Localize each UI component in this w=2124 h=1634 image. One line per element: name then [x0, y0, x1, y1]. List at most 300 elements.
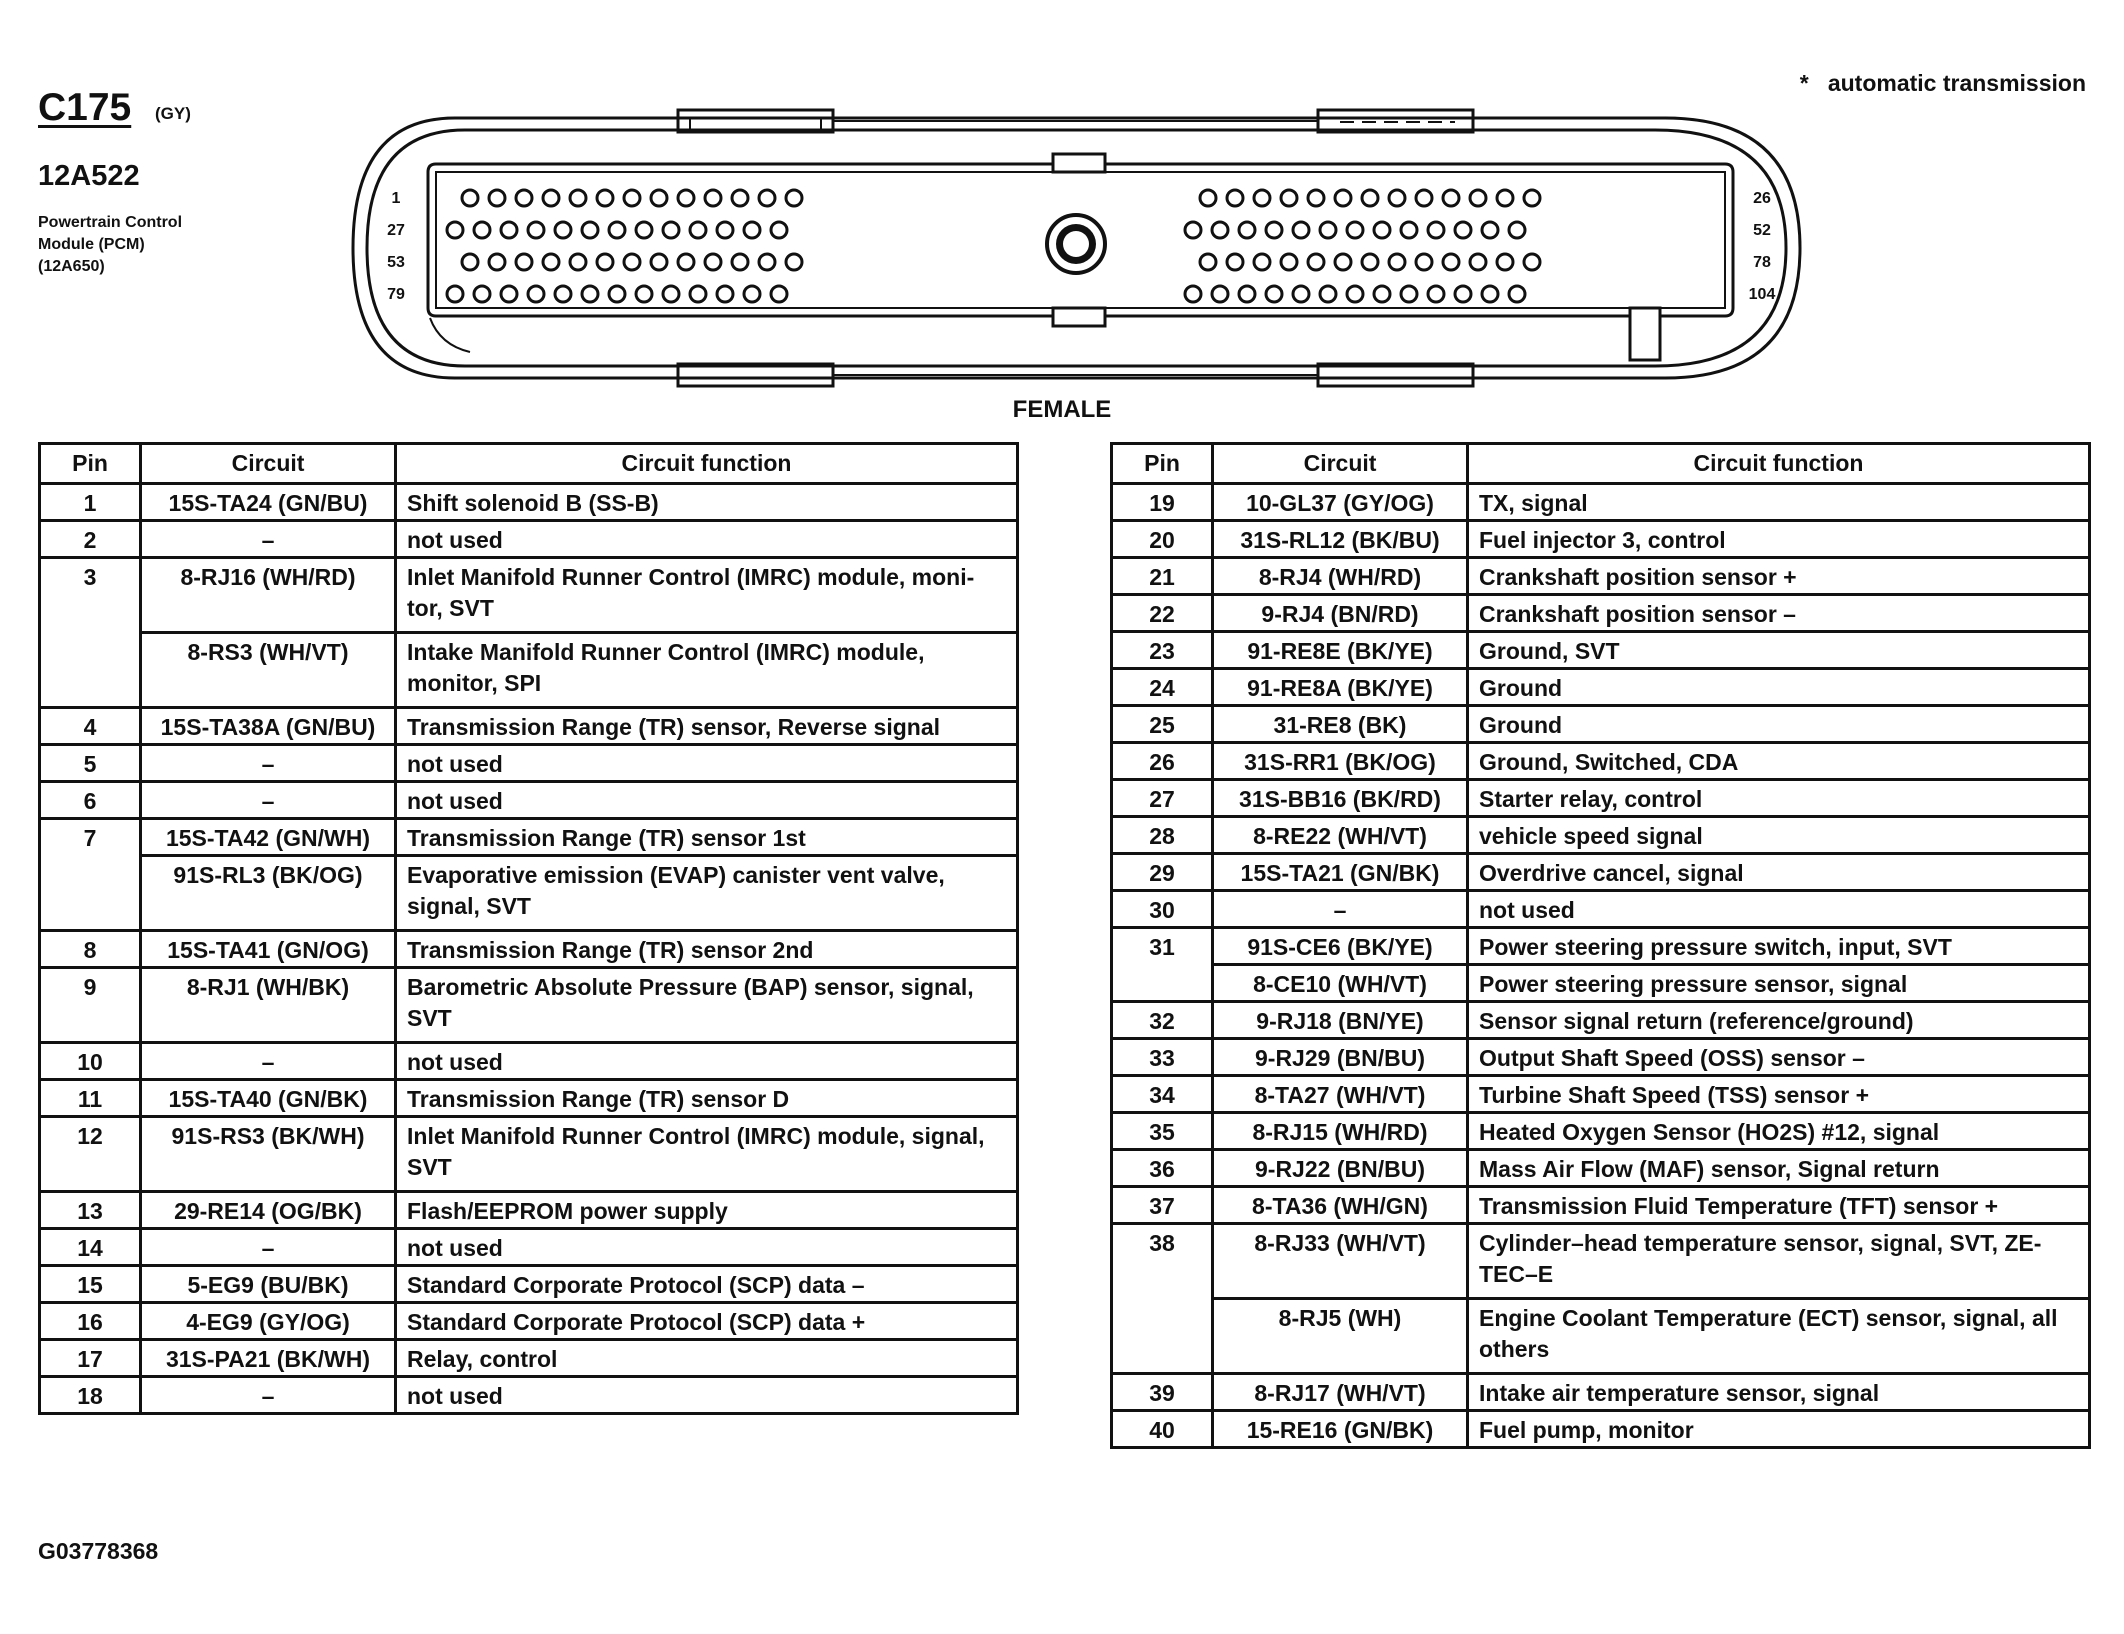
pin-hole [1254, 190, 1270, 206]
center-post [1047, 215, 1105, 273]
pin-number: 26 [1112, 743, 1213, 780]
pin-hole [759, 254, 775, 270]
pin-hole [1281, 254, 1297, 270]
pin-hole [771, 222, 787, 238]
pin-hole [1293, 222, 1309, 238]
pin-hole [1185, 222, 1201, 238]
circuit-function: Engine Coolant Temperature (ECT) sensor, signal, all others [1468, 1299, 2090, 1374]
circuit-code: – [1213, 891, 1468, 928]
table-row [40, 1340, 1018, 1377]
pin-number: 13 [40, 1192, 141, 1229]
circuit-function: Transmission Range (TR) sensor D [396, 1080, 1018, 1117]
pin-hole [1374, 222, 1390, 238]
table-row [1112, 706, 2090, 743]
table-row [40, 1229, 1018, 1266]
function-header: Circuit function [396, 444, 1018, 484]
circuit-code: 8-RJ17 (WH/VT) [1213, 1374, 1468, 1411]
table-row [1112, 669, 2090, 706]
pin-hole [555, 286, 571, 302]
table-row [1112, 1076, 2090, 1113]
table-row [1112, 780, 2090, 817]
circuit-code: – [141, 1377, 396, 1414]
pin-hole [1212, 286, 1228, 302]
circuit-function: Flash/EEPROM power supply [396, 1192, 1018, 1229]
pin-hole [1401, 286, 1417, 302]
circuit-code: – [141, 1229, 396, 1266]
pin-number: 25 [1112, 706, 1213, 743]
pin-hole [771, 286, 787, 302]
figure-id: G03778368 [38, 1538, 159, 1564]
circuit-function: Transmission Range (TR) sensor 1st [396, 819, 1018, 856]
description-line: Powertrain Control [38, 214, 183, 231]
description-line: Module (PCM) [38, 236, 145, 253]
circuit-function: Transmission Range (TR) sensor, Reverse signal [396, 708, 1018, 745]
table-row [40, 1043, 1018, 1080]
pin-header: Pin [1112, 444, 1213, 484]
pin-number: 35 [1112, 1113, 1213, 1150]
pin-hole [1416, 190, 1432, 206]
pin-hole [717, 286, 733, 302]
pin-hole [1308, 190, 1324, 206]
pin-hole [732, 254, 748, 270]
pin-hole [1281, 190, 1297, 206]
circuit-code: – [141, 782, 396, 819]
pin-hole [528, 222, 544, 238]
pin-hole [624, 190, 640, 206]
circuit-code: 8-RJ15 (WH/RD) [1213, 1113, 1468, 1150]
circuit-function: Intake air temperature sensor, signal [1468, 1374, 2090, 1411]
pin-hole [1497, 254, 1513, 270]
pin-label: 1 [391, 190, 401, 207]
circuit-code: – [141, 521, 396, 558]
circuit-function: not used [396, 745, 1018, 782]
pin-number: 6 [40, 782, 141, 819]
pin-hole [528, 286, 544, 302]
circuit-code: 31S-RL12 (BK/BU) [1213, 521, 1468, 558]
function-header: Circuit function [1468, 444, 2090, 484]
table-row [1112, 1150, 2090, 1187]
circuit-function: not used [396, 1229, 1018, 1266]
pin-number: 5 [40, 745, 141, 782]
connector-gender: FEMALE [1012, 396, 1112, 423]
pin-number: 20 [1112, 521, 1213, 558]
pin-header: Pin [40, 444, 141, 484]
circuit-function: Ground [1468, 706, 2090, 743]
pin-number: 11 [40, 1080, 141, 1117]
pin-number: 1 [40, 484, 141, 521]
pin-hole [1470, 254, 1486, 270]
circuit-code: 31S-RR1 (BK/OG) [1213, 743, 1468, 780]
pin-hole [1389, 254, 1405, 270]
pin-hole [501, 286, 517, 302]
circuit-function: Inlet Manifold Runner Control (IMRC) module, signal, SVT [396, 1117, 1018, 1192]
circuit-function: Overdrive cancel, signal [1468, 854, 2090, 891]
circuit-function: Power steering pressure sensor, signal [1468, 965, 2090, 1002]
pin-hole [732, 190, 748, 206]
table-row [1112, 743, 2090, 780]
circuit-function: Ground, Switched, CDA [1468, 743, 2090, 780]
pin-hole [1335, 190, 1351, 206]
pin-hole [636, 222, 652, 238]
pin-hole [1185, 286, 1201, 302]
circuit-code: – [141, 745, 396, 782]
pin-hole [489, 190, 505, 206]
pin-hole [759, 190, 775, 206]
pin-hole [1470, 190, 1486, 206]
pin-number: 30 [1112, 891, 1213, 928]
table-row [1112, 1187, 2090, 1224]
table-row [1112, 632, 2090, 669]
circuit-code: 8-RJ4 (WH/RD) [1213, 558, 1468, 595]
circuit-function: Sensor signal return (reference/ground) [1468, 1002, 2090, 1039]
description-line: (12A650) [38, 258, 105, 275]
circuit-function: TX, signal [1468, 484, 2090, 521]
pin-hole [1362, 254, 1378, 270]
pin-hole [489, 254, 505, 270]
circuit-code: 9-RJ4 (BN/RD) [1213, 595, 1468, 632]
circuit-function: Mass Air Flow (MAF) sensor, Signal return [1468, 1150, 2090, 1187]
pin-number: 2 [40, 521, 141, 558]
pin-hole [1200, 190, 1216, 206]
pin-number: 40 [1112, 1411, 1213, 1448]
table-row [40, 745, 1018, 782]
circuit-header: Circuit [141, 444, 396, 484]
table-header-row [1112, 444, 2090, 484]
pin-number: 8 [40, 931, 141, 968]
pin-number: 38 [1112, 1224, 1213, 1374]
table-row [1112, 558, 2090, 595]
table-row [1112, 928, 2090, 965]
pin-number: 27 [1112, 780, 1213, 817]
pin-hole [597, 254, 613, 270]
pin-hole [1389, 190, 1405, 206]
circuit-code: 91-RE8E (BK/YE) [1213, 632, 1468, 669]
pin-number: 33 [1112, 1039, 1213, 1076]
circuit-code: 29-RE14 (OG/BK) [141, 1192, 396, 1229]
pin-number: 37 [1112, 1187, 1213, 1224]
circuit-function: Shift solenoid B (SS-B) [396, 484, 1018, 521]
circuit-code: 10-GL37 (GY/OG) [1213, 484, 1468, 521]
table-row [1112, 1299, 2090, 1374]
table-row [40, 968, 1018, 1043]
circuit-function: Crankshaft position sensor + [1468, 558, 2090, 595]
pin-hole [1455, 222, 1471, 238]
pin-hole [462, 190, 478, 206]
pin-hole [597, 190, 613, 206]
circuit-code: – [141, 1043, 396, 1080]
table-row [40, 1192, 1018, 1229]
circuit-code: 8-RJ33 (WH/VT) [1213, 1224, 1468, 1299]
circuit-code: 9-RJ18 (BN/YE) [1213, 1002, 1468, 1039]
pin-hole [1428, 286, 1444, 302]
table-row [40, 1266, 1018, 1303]
circuit-header: Circuit [1213, 444, 1468, 484]
circuit-function: not used [396, 1377, 1018, 1414]
circuit-function: Standard Corporate Protocol (SCP) data + [396, 1303, 1018, 1340]
connector-id: C175 [38, 86, 132, 129]
pin-hole [1239, 222, 1255, 238]
pin-label: 26 [1753, 190, 1771, 207]
circuit-function: not used [396, 782, 1018, 819]
pin-hole [1524, 190, 1540, 206]
pin-label: 104 [1748, 286, 1776, 303]
circuit-code: 15S-TA42 (GN/WH) [141, 819, 396, 856]
pin-hole [663, 286, 679, 302]
pin-number: 9 [40, 968, 141, 1043]
pin-hole [786, 190, 802, 206]
circuit-code: 9-RJ29 (BN/BU) [1213, 1039, 1468, 1076]
circuit-code: 31S-PA21 (BK/WH) [141, 1340, 396, 1377]
table-row [1112, 965, 2090, 1002]
pin-hole [1320, 222, 1336, 238]
circuit-function: Starter relay, control [1468, 780, 2090, 817]
pin-hole [705, 254, 721, 270]
table-row [1112, 817, 2090, 854]
table-row [1112, 1411, 2090, 1448]
circuit-function: Turbine Shaft Speed (TSS) sensor + [1468, 1076, 2090, 1113]
pin-number: 28 [1112, 817, 1213, 854]
pin-hole [1362, 190, 1378, 206]
pin-number: 29 [1112, 854, 1213, 891]
circuit-code: 31S-BB16 (BK/RD) [1213, 780, 1468, 817]
pin-hole [1428, 222, 1444, 238]
pin-hole [582, 222, 598, 238]
pin-label: 27 [387, 222, 405, 239]
pin-hole [705, 190, 721, 206]
circuit-code: 9-RJ22 (BN/BU) [1213, 1150, 1468, 1187]
pin-hole [744, 222, 760, 238]
table-row [40, 1080, 1018, 1117]
circuit-code: 91S-RS3 (BK/WH) [141, 1117, 396, 1192]
pin-hole [786, 254, 802, 270]
pin-number: 10 [40, 1043, 141, 1080]
pin-hole [1227, 190, 1243, 206]
pin-hole [462, 254, 478, 270]
circuit-code: 8-RS3 (WH/VT) [141, 633, 396, 708]
pin-hole [543, 190, 559, 206]
pin-hole [543, 254, 559, 270]
pin-hole [1293, 286, 1309, 302]
circuit-code: 91S-CE6 (BK/YE) [1213, 928, 1468, 965]
circuit-function: Inlet Manifold Runner Control (IMRC) module, moni-tor, SVT [396, 558, 1018, 633]
pin-hole [1320, 286, 1336, 302]
table-row [1112, 521, 2090, 558]
circuit-code: 4-EG9 (GY/OG) [141, 1303, 396, 1340]
circuit-function: vehicle speed signal [1468, 817, 2090, 854]
circuit-code: 15S-TA24 (GN/BU) [141, 484, 396, 521]
pin-hole [447, 222, 463, 238]
pin-number: 4 [40, 708, 141, 745]
pin-hole [501, 222, 517, 238]
circuit-function: Standard Corporate Protocol (SCP) data – [396, 1266, 1018, 1303]
pin-number: 17 [40, 1340, 141, 1377]
pin-hole [1482, 222, 1498, 238]
pin-number: 24 [1112, 669, 1213, 706]
circuit-function: Transmission Range (TR) sensor 2nd [396, 931, 1018, 968]
circuit-function: Intake Manifold Runner Control (IMRC) module, monitor, SPI [396, 633, 1018, 708]
pin-hole [663, 222, 679, 238]
pin-hole [1443, 190, 1459, 206]
legend-text: automatic transmission [1827, 70, 2086, 96]
circuit-function: Fuel pump, monitor [1468, 1411, 2090, 1448]
circuit-code: 8-CE10 (WH/VT) [1213, 965, 1468, 1002]
pinout-table-right [1110, 442, 2091, 1449]
circuit-function: Transmission Fluid Temperature (TFT) sensor + [1468, 1187, 2090, 1224]
pin-hole [1509, 222, 1525, 238]
pin-number: 39 [1112, 1374, 1213, 1411]
pin-number: 22 [1112, 595, 1213, 632]
pin-hole [1347, 222, 1363, 238]
pin-hole [1239, 286, 1255, 302]
pinout-table-left [38, 442, 1019, 1415]
pin-hole [609, 286, 625, 302]
circuit-function: Heated Oxygen Sensor (HO2S) #12, signal [1468, 1113, 2090, 1150]
circuit-code: 5-EG9 (BU/BK) [141, 1266, 396, 1303]
table-row [40, 782, 1018, 819]
table-row [1112, 1374, 2090, 1411]
pin-hole [1416, 254, 1432, 270]
table-row [1112, 1002, 2090, 1039]
circuit-code: 91-RE8A (BK/YE) [1213, 669, 1468, 706]
pin-hole [516, 190, 532, 206]
pin-number: 7 [40, 819, 141, 931]
table-row [1112, 891, 2090, 928]
pin-hole [1401, 222, 1417, 238]
pin-hole [1212, 222, 1228, 238]
legend-symbol: * [1799, 70, 1809, 96]
circuit-function: not used [1468, 891, 2090, 928]
table-row [1112, 1113, 2090, 1150]
circuit-code: 8-RJ16 (WH/RD) [141, 558, 396, 633]
connector-color: (GY) [155, 104, 191, 123]
circuit-code: 8-RE22 (WH/VT) [1213, 817, 1468, 854]
table-row [40, 521, 1018, 558]
connector-diagram [0, 0, 2124, 400]
pin-hole [1509, 286, 1525, 302]
circuit-function: Cylinder–head temperature sensor, signal, SVT, ZE-TEC–E [1468, 1224, 2090, 1299]
pin-hole [582, 286, 598, 302]
circuit-function: Barometric Absolute Pressure (BAP) sensor, signal, SVT [396, 968, 1018, 1043]
pin-label: 53 [387, 254, 405, 271]
table-row [40, 484, 1018, 521]
circuit-function: Output Shaft Speed (OSS) sensor – [1468, 1039, 2090, 1076]
pin-hole [651, 190, 667, 206]
table-row [40, 819, 1018, 856]
table-header-row [40, 444, 1018, 484]
pin-hole [717, 222, 733, 238]
pin-label: 52 [1753, 222, 1771, 239]
circuit-function: Fuel injector 3, control [1468, 521, 2090, 558]
circuit-code: 8-RJ5 (WH) [1213, 1299, 1468, 1374]
pin-number: 21 [1112, 558, 1213, 595]
circuit-code: 8-TA36 (WH/GN) [1213, 1187, 1468, 1224]
pin-hole [1524, 254, 1540, 270]
circuit-code: 15S-TA38A (GN/BU) [141, 708, 396, 745]
pin-hole [624, 254, 640, 270]
table-row [1112, 854, 2090, 891]
pin-hole [570, 190, 586, 206]
circuit-code: 31-RE8 (BK) [1213, 706, 1468, 743]
pin-hole [474, 286, 490, 302]
pin-number: 32 [1112, 1002, 1213, 1039]
pin-hole [678, 190, 694, 206]
pin-number: 3 [40, 558, 141, 708]
pin-hole [474, 222, 490, 238]
pin-number: 16 [40, 1303, 141, 1340]
pin-number: 23 [1112, 632, 1213, 669]
table-row [40, 1303, 1018, 1340]
pin-hole [690, 222, 706, 238]
pin-hole [447, 286, 463, 302]
circuit-function: Crankshaft position sensor – [1468, 595, 2090, 632]
pin-hole [1347, 286, 1363, 302]
pin-label: 78 [1753, 254, 1771, 271]
pin-hole-array [447, 190, 1540, 302]
table-row [40, 1117, 1018, 1192]
circuit-code: 8-RJ1 (WH/BK) [141, 968, 396, 1043]
table-row [1112, 484, 2090, 521]
pin-number: 19 [1112, 484, 1213, 521]
pin-hole [690, 286, 706, 302]
pin-hole [678, 254, 694, 270]
table-row [40, 931, 1018, 968]
pin-hole [609, 222, 625, 238]
pin-hole [555, 222, 571, 238]
table-row [1112, 1039, 2090, 1076]
pin-hole [1266, 286, 1282, 302]
circuit-function: not used [396, 521, 1018, 558]
pin-number: 12 [40, 1117, 141, 1192]
pin-hole [1266, 222, 1282, 238]
circuit-code: 91S-RL3 (BK/OG) [141, 856, 396, 931]
circuit-function: Evaporative emission (EVAP) canister vent valve, signal, SVT [396, 856, 1018, 931]
table-row [40, 1377, 1018, 1414]
circuit-code: 15S-TA40 (GN/BK) [141, 1080, 396, 1117]
pin-number: 15 [40, 1266, 141, 1303]
pin-number: 14 [40, 1229, 141, 1266]
circuit-function: Power steering pressure switch, input, SVT [1468, 928, 2090, 965]
pin-number: 36 [1112, 1150, 1213, 1187]
pin-hole [651, 254, 667, 270]
pin-hole [1482, 286, 1498, 302]
pin-hole [1497, 190, 1513, 206]
pin-hole [1227, 254, 1243, 270]
circuit-function: not used [396, 1043, 1018, 1080]
pin-hole [570, 254, 586, 270]
pin-hole [516, 254, 532, 270]
pin-hole [1374, 286, 1390, 302]
pin-number: 18 [40, 1377, 141, 1414]
table-row [40, 708, 1018, 745]
pin-number: 34 [1112, 1076, 1213, 1113]
pin-hole [1335, 254, 1351, 270]
table-row [1112, 1224, 2090, 1299]
pin-hole [1200, 254, 1216, 270]
circuit-function: Relay, control [396, 1340, 1018, 1377]
circuit-code: 8-TA27 (WH/VT) [1213, 1076, 1468, 1113]
pin-hole [744, 286, 760, 302]
pin-label: 79 [387, 286, 405, 303]
circuit-function: Ground, SVT [1468, 632, 2090, 669]
pin-hole [1455, 286, 1471, 302]
circuit-code: 15S-TA21 (GN/BK) [1213, 854, 1468, 891]
circuit-code: 15S-TA41 (GN/OG) [141, 931, 396, 968]
part-number: 12A522 [38, 160, 140, 192]
pin-hole [1443, 254, 1459, 270]
pin-hole [1254, 254, 1270, 270]
pin-hole [1308, 254, 1324, 270]
table-row [40, 558, 1018, 633]
